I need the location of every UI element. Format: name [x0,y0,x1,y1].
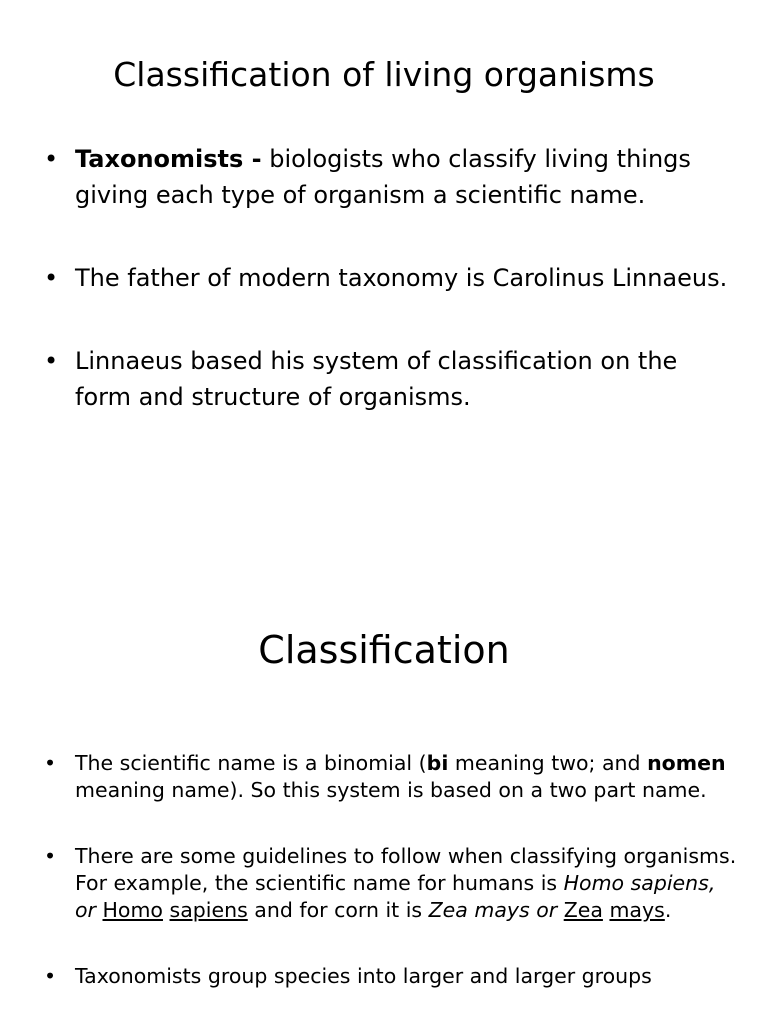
bullet-dot: • [44,145,59,173]
bullet-text: The father of modern taxonomy is Carolinus Linnaeus. [75,264,728,292]
bullet-item-taxonomists [0,141,768,213]
bullet-item-guidelines [0,843,768,924]
bullet-dot: • [44,844,57,868]
bullet-text: meaning two; and [448,751,648,775]
slide1-bullet-list [0,141,768,462]
bullet-text: . [664,898,672,922]
bullet-dot: • [44,347,59,375]
bullet-dot: • [44,264,59,292]
bullet-text: Taxonomists group species into larger and larger groups [75,964,652,988]
bullet-dot: • [44,964,57,988]
species-name-italic: Zea mays or [428,898,564,922]
species-underlined: mays [609,898,665,922]
bullet-dot: • [44,751,57,775]
bullet-item-groups [0,963,768,990]
bullet-text: meaning name). So this system is based on a two part name. [75,778,707,802]
bullet-item-binomial [0,750,768,804]
bullet-text: and for corn it is [247,898,429,922]
term-bi: bi [426,751,449,775]
bullet-text: The scientific name is a binomial ( [75,751,427,775]
term-taxonomists: Taxonomists - [75,145,262,173]
bullet-text: Linnaeus based his system of classification on the form and structure of organisms. [75,347,678,411]
bullet-item-linnaeus-system [0,343,768,415]
term-nomen: nomen [647,751,726,775]
bullet-text: There are some guidelines to follow when classifying organisms. For example, the scientific name for humans is [75,844,737,895]
slide-title-classification-of-living-organisms: Classification of living organisms [113,55,655,94]
genus-underlined: Homo [102,898,163,922]
species-name-italic: Homo sapiens, or [75,871,716,922]
slide2-bullet-list [0,750,768,1024]
bullet-text: biologists who classify living things giving each type of organism a scientific name. [75,145,691,209]
bullet-item-father-of-taxonomy [0,260,768,296]
slide-title-classification: Classification [258,628,510,672]
genus-underlined: Zea [563,898,603,922]
species-underlined: sapiens [169,898,248,922]
